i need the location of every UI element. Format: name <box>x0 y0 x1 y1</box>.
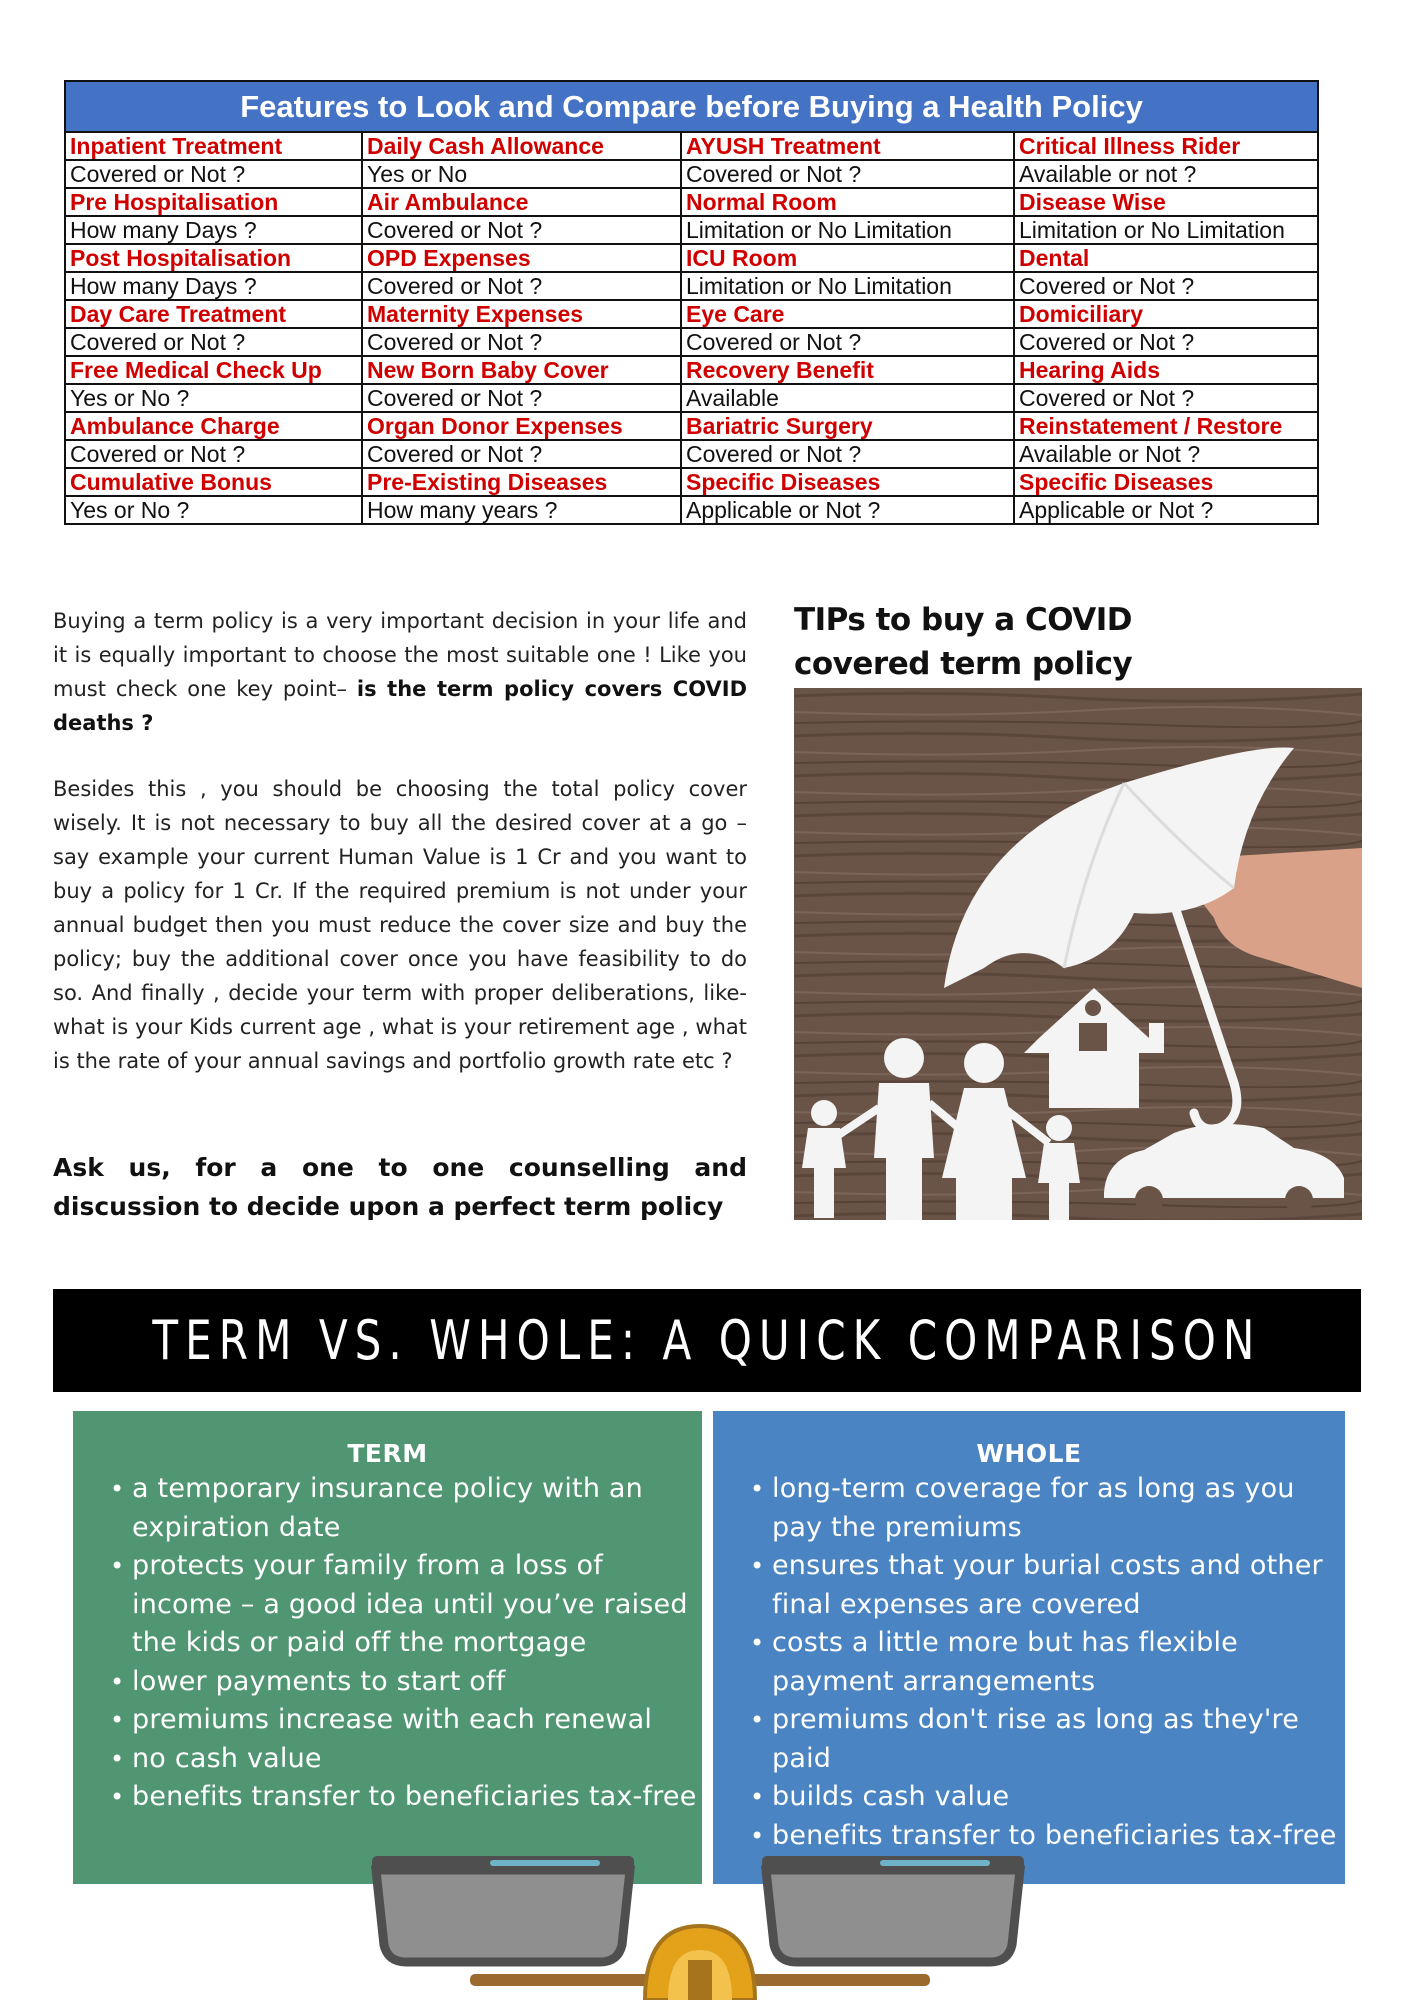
feature-name-cell: Bariatric Surgery <box>681 412 1014 440</box>
feature-question-cell: Limitation or No Limitation <box>1014 216 1318 244</box>
feature-name-cell: Disease Wise <box>1014 188 1318 216</box>
banner-title: TERM VS. WHOLE: A QUICK COMPARISON <box>152 1309 1262 1372</box>
comparison-banner <box>53 1289 1361 1392</box>
feature-question-cell: How many Days ? <box>65 216 362 244</box>
intro-paragraph <box>53 604 747 740</box>
feature-question-cell: How many Days ? <box>65 272 362 300</box>
table-row <box>65 216 1318 244</box>
table-row <box>65 468 1318 496</box>
feature-name-cell: Specific Diseases <box>681 468 1014 496</box>
term-list-item: • protects your family from a loss of income – a good idea until you’ve raised the kids or paid off the mortgage <box>112 1547 702 1663</box>
table-row <box>65 188 1318 216</box>
feature-question-cell: Covered or Not ? <box>1014 328 1318 356</box>
table-row <box>65 440 1318 468</box>
intro-text: Buying a term policy is a very important decision in your life and it is equally important to choose the most suitable one ! Like you must check one key point– <box>53 609 747 701</box>
health-feature-table <box>64 80 1319 525</box>
whole-panel <box>713 1411 1345 1884</box>
feature-question-cell: Available <box>681 384 1014 412</box>
feature-question-cell: Covered or Not ? <box>362 328 681 356</box>
feature-name-cell: Post Hospitalisation <box>65 244 362 272</box>
feature-question-cell: Limitation or No Limitation <box>681 216 1014 244</box>
feature-name-cell: ICU Room <box>681 244 1014 272</box>
feature-name-cell: Free Medical Check Up <box>65 356 362 384</box>
table-body <box>65 132 1318 524</box>
feature-name-cell: OPD Expenses <box>362 244 681 272</box>
term-list-item: • no cash value <box>112 1740 702 1779</box>
feature-question-cell: Available or Not ? <box>1014 440 1318 468</box>
feature-question-cell: Applicable or Not ? <box>681 496 1014 524</box>
whole-heading: WHOLE <box>976 1439 1082 1468</box>
feature-name-cell: Domiciliary <box>1014 300 1318 328</box>
table-row <box>65 160 1318 188</box>
left-scale-pan <box>372 1856 634 1962</box>
table-title: Features to Look and Compare before Buying a Health Policy <box>65 81 1318 132</box>
feature-name-cell: Recovery Benefit <box>681 356 1014 384</box>
feature-name-cell: Dental <box>1014 244 1318 272</box>
table-row <box>65 244 1318 272</box>
feature-name-cell: Pre-Existing Diseases <box>362 468 681 496</box>
table-row <box>65 356 1318 384</box>
whole-list-item: • benefits transfer to beneficiaries tax-free <box>752 1817 1345 1856</box>
table-row <box>65 384 1318 412</box>
whole-list-item: • long-term coverage for as long as you pay the premiums <box>752 1470 1345 1547</box>
feature-question-cell: Covered or Not ? <box>65 160 362 188</box>
feature-name-cell: Air Ambulance <box>362 188 681 216</box>
feature-name-cell: Cumulative Bonus <box>65 468 362 496</box>
feature-name-cell: New Born Baby Cover <box>362 356 681 384</box>
feature-name-cell: Specific Diseases <box>1014 468 1318 496</box>
term-list-item: • lower payments to start off <box>112 1663 702 1702</box>
advice-paragraph: Besides this , you should be choosing the total policy cover wisely. It is not necessary to buy all the desired cover at a go – say example your current Human Value is 1 Cr and you want to buy a policy for 1 Cr. If the required premium is not under your annual budget then you must reduce the cover size and buy the policy; buy the additional cover once you have feasibility to do so. And finally , decide your term with proper deliberations, like- what is your Kids current age , what is your retirement age , what is the rate of your annual savings and portfolio growth rate etc ? <box>53 777 747 1073</box>
feature-question-cell: Applicable or Not ? <box>1014 496 1318 524</box>
right-scale-pan <box>762 1856 1024 1962</box>
feature-name-cell: Ambulance Charge <box>65 412 362 440</box>
table-row <box>65 412 1318 440</box>
umbrella-family-illustration <box>794 688 1362 1220</box>
feature-question-cell: Limitation or No Limitation <box>681 272 1014 300</box>
feature-question-cell: Covered or Not ? <box>362 272 681 300</box>
feature-name-cell: AYUSH Treatment <box>681 132 1014 160</box>
feature-name-cell: Day Care Treatment <box>65 300 362 328</box>
feature-question-cell: Covered or Not ? <box>362 216 681 244</box>
feature-question-cell: Yes or No ? <box>65 384 362 412</box>
table-row <box>65 272 1318 300</box>
feature-question-cell: Covered or Not ? <box>362 384 681 412</box>
feature-question-cell: Yes or No <box>362 160 681 188</box>
feature-question-cell: Covered or Not ? <box>65 328 362 356</box>
term-list <box>73 1470 702 1817</box>
feature-name-cell: Daily Cash Allowance <box>362 132 681 160</box>
balance-scale-graphic <box>360 1850 1060 2000</box>
feature-name-cell: Critical Illness Rider <box>1014 132 1318 160</box>
table-row <box>65 132 1318 160</box>
term-list-item: • premiums increase with each renewal <box>112 1701 702 1740</box>
tips-heading: TIPs to buy a COVID covered term policy <box>794 602 1133 682</box>
feature-name-cell: Normal Room <box>681 188 1014 216</box>
feature-name-cell: Eye Care <box>681 300 1014 328</box>
feature-question-cell: Yes or No ? <box>65 496 362 524</box>
feature-name-cell: Hearing Aids <box>1014 356 1318 384</box>
feature-question-cell: Available or not ? <box>1014 160 1318 188</box>
whole-list-item: • costs a little more but has flexible payment arrangements <box>752 1624 1345 1701</box>
call-to-action: Ask us, for a one to one counselling and discussion to decide upon a perfect term policy <box>53 1153 747 1221</box>
feature-question-cell: Covered or Not ? <box>1014 384 1318 412</box>
feature-name-cell: Organ Donor Expenses <box>362 412 681 440</box>
feature-name-cell: Maternity Expenses <box>362 300 681 328</box>
table-row <box>65 300 1318 328</box>
whole-list-item: • premiums don't rise as long as they're paid <box>752 1701 1345 1778</box>
feature-question-cell: Covered or Not ? <box>681 328 1014 356</box>
table-row <box>65 328 1318 356</box>
whole-list <box>713 1470 1345 1855</box>
term-list-item: • a temporary insurance policy with an expiration date <box>112 1470 702 1547</box>
feature-question-cell: Covered or Not ? <box>681 160 1014 188</box>
intro-bold-question: is the term policy covers COVID deaths ? <box>53 677 747 735</box>
feature-question-cell: Covered or Not ? <box>1014 272 1318 300</box>
feature-name-cell: Inpatient Treatment <box>65 132 362 160</box>
feature-question-cell: How many years ? <box>362 496 681 524</box>
whole-list-item: • builds cash value <box>752 1778 1345 1817</box>
whole-list-item: • ensures that your burial costs and other final expenses are covered <box>752 1547 1345 1624</box>
term-list-item: • benefits transfer to beneficiaries tax-free <box>112 1778 702 1817</box>
feature-question-cell: Covered or Not ? <box>681 440 1014 468</box>
table-row <box>65 496 1318 524</box>
feature-question-cell: Covered or Not ? <box>65 440 362 468</box>
term-panel <box>73 1411 702 1884</box>
feature-name-cell: Reinstatement / Restore <box>1014 412 1318 440</box>
feature-question-cell: Covered or Not ? <box>362 440 681 468</box>
feature-name-cell: Pre Hospitalisation <box>65 188 362 216</box>
term-heading: TERM <box>347 1439 428 1468</box>
